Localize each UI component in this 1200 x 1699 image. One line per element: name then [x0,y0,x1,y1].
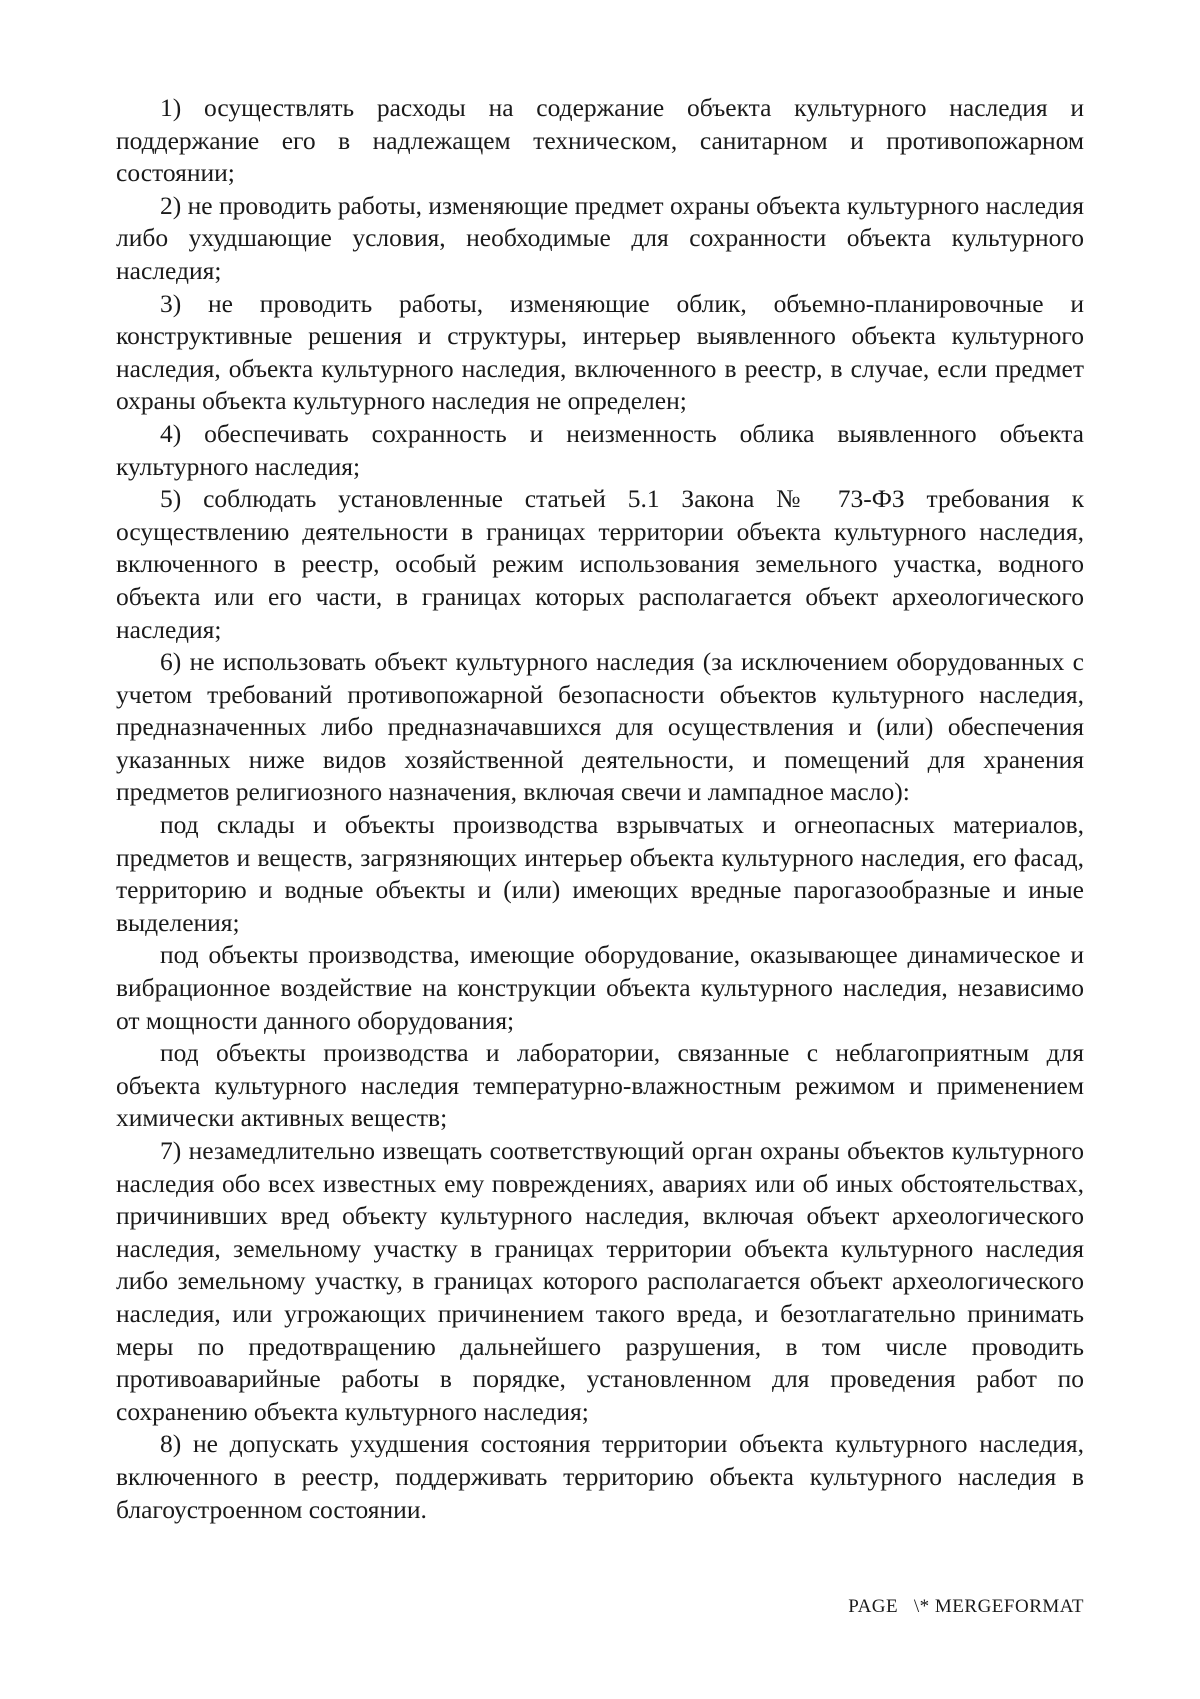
document-body [116,92,1084,1526]
paragraph-sub-production: под объекты производства, имеющие оборудование, оказывающее динамическое и вибрационное воздействие на конструкции объекта культурного наследия, независимо от мощности данного оборудования; [116,940,1084,1035]
paragraph-item-1: 1) осуществлять расходы на содержание объекта культурного наследия и поддержание его в надлежащем техническом, санитарном и противопожарном состоянии; [116,93,1084,188]
paragraph-item-6: 6) не использовать объект культурного наследия (за исключением оборудованных с учетом требований противопожарной безопасности объектов культурного наследия, предназначенных либо предназначавшихся для осуществления и (или) обеспечения указанных ниже видов хозяйственной деятельности, и помещений для хранения предметов религиозного назначения, включая свечи и лампадное масло): [116,647,1084,807]
page-number-field: PAGE \* MERGEFORMAT [848,1596,1084,1617]
paragraph-item-8: 8) не допускать ухудшения состояния территории объекта культурного наследия, включенного в реестр, поддерживать территорию объекта культурного наследия в благоустроенном состоянии. [116,1429,1084,1524]
paragraph-item-2: 2) не проводить работы, изменяющие предмет охраны объекта культурного наследия либо ухудшающие условия, необходимые для сохранности объекта культурного наследия; [116,190,1084,285]
paragraph-item-7: 7) незамедлительно извещать соответствующий орган охраны объектов культурного наследия обо всех известных ему повреждениях, авариях или об иных обстоятельствах, причинивших вред объекту культурного наследия, включая объект археологического наследия, земельному участку в границах территории объекта культурного наследия либо земельному участку, в границах которого располагается объект археологического наследия, или угрожающих причинением такого вреда, и безотлагательно принимать меры по предотвращению дальнейшего разрушения, в том числе проводить противоаварийные работы в порядке, установленном для проведения работ по сохранению объекта культурного наследия; [116,1136,1084,1426]
paragraph-sub-laboratories: под объекты производства и лаборатории, связанные с неблагоприятным для объекта культурного наследия температурно-влажностным режимом и применением химически активных веществ; [116,1038,1084,1133]
paragraph-item-4: 4) обеспечивать сохранность и неизменность облика выявленного объекта культурного наследия; [116,418,1084,481]
paragraph-item-5: 5) соблюдать установленные статьей 5.1 Закона № 73-ФЗ требования к осуществлению деятельности в границах территории объекта культурного наследия, включенного в реестр, особый режим использования земельного участка, водного объекта или его части, в границах которых располагается объект археологического наследия; [116,484,1084,644]
paragraph-sub-warehouses: под склады и объекты производства взрывчатых и огнеопасных материалов, предметов и веществ, загрязняющих интерьер объекта культурного наследия, его фасад, территорию и водные объекты и (или) имеющих вредные парогазообразные и иные выделения; [116,810,1084,937]
paragraph-item-3: 3) не проводить работы, изменяющие облик, объемно-планировочные и конструктивные решения и структуры, интерьер выявленного объекта культурного наследия, объекта культурного наследия, включенного в реестр, в случае, если предмет охраны объекта культурного наследия не определен; [116,288,1084,416]
